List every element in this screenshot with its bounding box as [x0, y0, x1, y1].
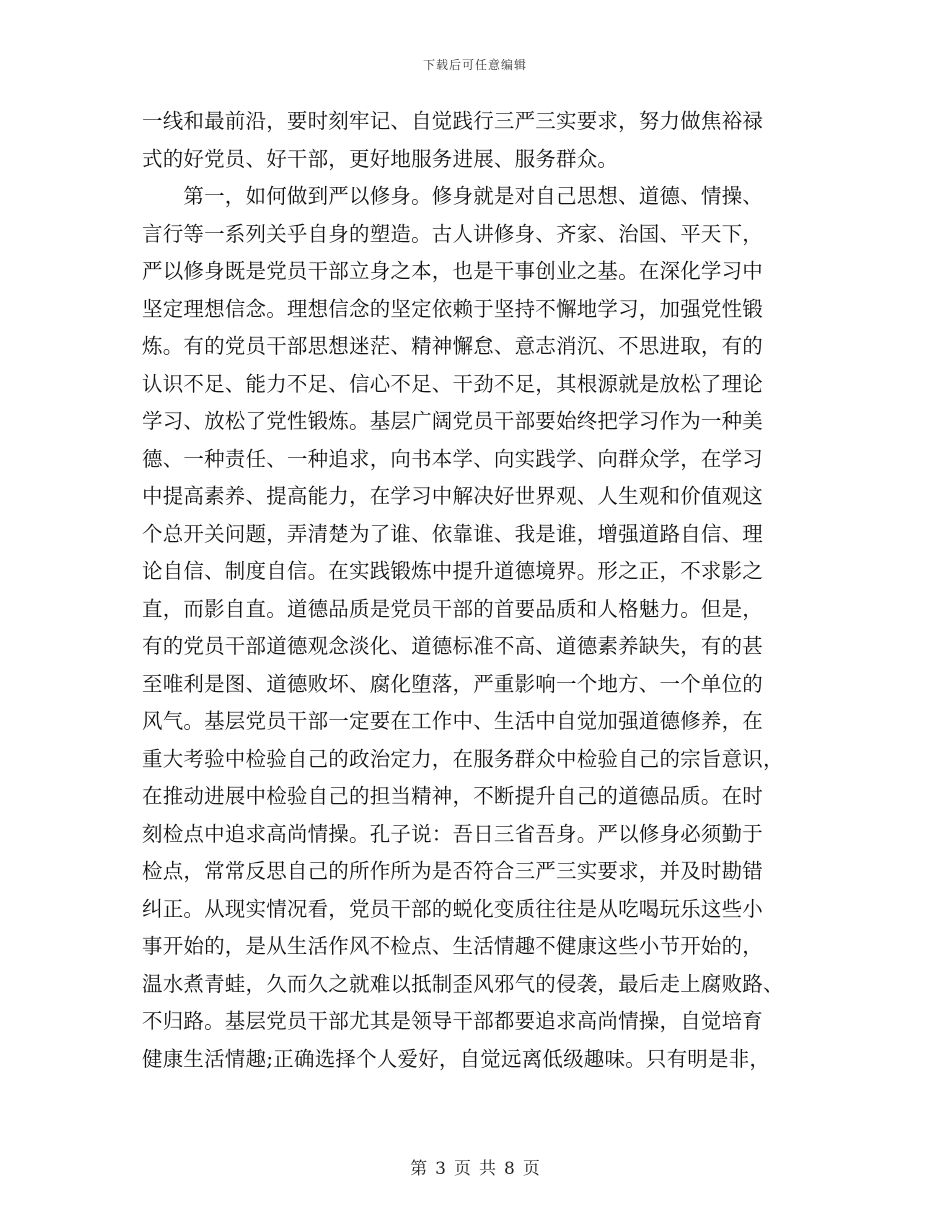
page-footer: [0, 1154, 950, 1179]
text-line: 温水煮青蛙，久而久之就难以抵制歪风邪气的侵袭，最后走上腐败路、: [142, 971, 784, 996]
total-label: 共: [479, 1159, 496, 1179]
text-line: 风气。基层党员干部一定要在工作中、生活中自觉加强道德修养，在: [142, 709, 763, 733]
text-line: 健康生活情趣;正确选择个人爱好，自觉远离低级趣味。只有明是非，: [142, 1046, 771, 1071]
text-line: 严以修身既是党员干部立身之本，也是干事创业之基。在深化学习中: [142, 259, 763, 283]
text-line: 中提高素养、提高能力，在学习中解决好世界观、人生观和价值观这: [142, 484, 763, 508]
text-line: 论自信、制度自信。在实践锻炼中提升道德境界。形之正，不求影之: [142, 559, 763, 583]
text-line: 纠正。从现实情况看，党员干部的蜕化变质往往是从吃喝玩乐这些小: [142, 896, 763, 921]
page-label: 第: [410, 1159, 428, 1179]
text-line: 个总开关问题，弄清楚为了谁、依靠谁、我是谁，增强道路自信、理: [142, 521, 763, 546]
document-body: [142, 103, 802, 1078]
text-line: 炼。有的党员干部思想迷茫、精神懈怠、意志消沉、不思进取，有的: [142, 334, 763, 358]
text-line: 一线和最前沿，要时刻牢记、自觉践行三严三实要求，努力做焦裕禄: [142, 109, 763, 133]
text-line: 刻检点中追求高尚情操。孔子说：吾日三省吾身。严以修身必须勤于: [142, 821, 763, 846]
text-line: 至唯利是图、道德败坏、腐化堕落，严重影响一个地方、一个单位的: [142, 671, 763, 696]
total-pages-number: 8: [504, 1159, 515, 1179]
text-line: 认识不足、能力不足、信心不足、干劲不足，其根源就是放松了理论: [142, 371, 763, 396]
text-line: 坚定理想信念。理想信念的坚定依赖于坚持不懈地学习，加强党性锻: [142, 296, 763, 321]
current-page-number: 3: [435, 1159, 446, 1179]
text-line: 言行等一系列关乎自身的塑造。古人讲修身、齐家、治国、平天下，: [142, 221, 763, 246]
text-line: 直，而影自直。道德品质是党员干部的首要品质和人格魅力。但是，: [142, 596, 763, 621]
text-line: 式的好党员、好干部，更好地服务进展、服务群众。: [142, 146, 619, 171]
text-line: 在推动进展中检验自己的担当精神，不断提升自己的道德品质。在时: [142, 784, 763, 808]
text-line: 第一，如何做到严以修身。修身就是对自己思想、道德、情操、: [142, 184, 763, 208]
text-line: 学习、放松了党性锻炼。基层广阔党员干部要始终把学习作为一种美: [142, 409, 763, 433]
page-header-note: 下载后可任意编辑: [422, 58, 527, 72]
text-line: 有的党员干部道德观念淡化、道德标准不高、道德素养缺失，有的甚: [142, 634, 763, 658]
text-line: 检点，常常反思自己的所作所为是否符合三严三实要求，并及时勘错: [142, 859, 763, 883]
text-line: 不归路。基层党员干部尤其是领导干部都要追求高尚情操，自觉培育: [142, 1009, 763, 1033]
page-unit-label: 页: [454, 1159, 471, 1179]
text-line: 重大考验中检验自己的政治定力，在服务群众中检验自己的宗旨意识，: [142, 746, 784, 771]
text-line: 德、一种责任、一种追求，向书本学、向实践学、向群众学，在学习: [142, 446, 763, 471]
total-unit-label: 页: [522, 1159, 540, 1179]
text-line: 事开始的，是从生活作风不检点、生活情趣不健康这些小节开始的，: [142, 934, 763, 958]
